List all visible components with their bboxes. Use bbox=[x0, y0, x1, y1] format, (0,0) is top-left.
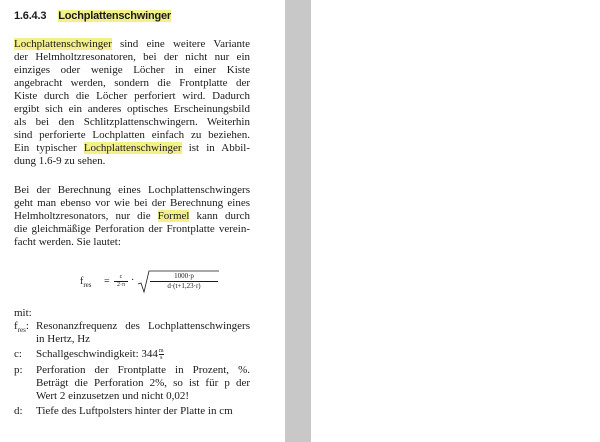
para2-line: facht werden. Sie lautet: bbox=[14, 236, 121, 248]
def-text: Schallgeschwindigkeit: 344 $\frac{m}{s}$ bbox=[36, 348, 164, 361]
def-text: in Hertz, Hz bbox=[36, 333, 91, 345]
para1-line: Ein typischer Lochplattenschwinger ist in Abbil- bbox=[14, 142, 250, 154]
para2-line: Bei der Berechnung eines Lochplattenschwingers bbox=[14, 184, 250, 196]
mit-label: mit: bbox=[14, 307, 32, 319]
para2-line: Helmholtzresonators, nur die Formel kann durch bbox=[14, 210, 250, 222]
formula-fraction-c: $\frac{c}{2\cdot\pi}$ bbox=[114, 274, 128, 289]
def-text: Perforation der Frontplatte in Prozent, %. bbox=[36, 364, 250, 376]
def-term-c: c: bbox=[14, 348, 22, 360]
blank-page bbox=[311, 0, 600, 442]
para1-line: Kiste durch die Löcher perforiert wird. Dadurch bbox=[14, 90, 250, 102]
para1-line: Lochplattenschwinger sind eine weitere Variante bbox=[14, 38, 250, 50]
highlight-term: Lochplattenschwinger bbox=[14, 38, 112, 50]
para1-line: sind perforierte Lochplatten einfach zu beziehen. bbox=[14, 129, 250, 141]
para1-line: einziges oder wenige Löcher in einer Kiste bbox=[14, 64, 250, 76]
def-term-p: p: bbox=[14, 364, 23, 376]
highlight-term: Lochplattenschwinger bbox=[83, 142, 182, 154]
para1-line: als bei den Schlitzplattenschwingern. Weiterhin bbox=[14, 116, 250, 128]
document-page bbox=[0, 0, 285, 442]
def-text: Resonanzfrequenz des Lochplattenschwingers bbox=[36, 320, 250, 332]
para1-line: angebracht werden, sondern die Frontplatte der bbox=[14, 77, 250, 89]
def-text: Tiefe des Luftpolsters hinter der Platte in cm bbox=[36, 405, 233, 417]
formula-lhs: $f_{res}$ bbox=[80, 276, 92, 289]
def-term-fres: $f_{res}$: bbox=[14, 320, 29, 335]
page-gutter bbox=[285, 0, 311, 442]
formula-equals: = bbox=[104, 276, 110, 287]
formula-fraction-root: $\frac{1000\cdot p}{d\cdot(t+1,23\cdot r)}$ bbox=[150, 272, 218, 291]
def-text: Beträgt die Perforation 2%, so ist für p der bbox=[36, 377, 250, 389]
para1-line: der Helmholtzresonatoren, bei der nicht nur ein bbox=[14, 51, 250, 63]
formula-dot: · bbox=[131, 275, 135, 286]
section-title: Lochplattenschwinger bbox=[58, 10, 171, 22]
para1-line: ergibt sich ein anderes optisches Erscheinungsbild bbox=[14, 103, 250, 115]
para2-line: die gleichmäßige Perforation der Frontplatte verein- bbox=[14, 223, 250, 235]
def-text: Wert 2 einzusetzen und nicht 0,02! bbox=[36, 390, 190, 402]
para2-line: geht man ebenso vor wie bei der Berechnung eines bbox=[14, 197, 250, 209]
highlight-term: Formel bbox=[157, 210, 190, 222]
section-number: 1.6.4.3 bbox=[14, 10, 47, 22]
def-term-d: d: bbox=[14, 405, 23, 417]
resonance-formula bbox=[80, 270, 220, 294]
section-heading bbox=[14, 10, 171, 22]
unit-fraction: $\frac{m}{s}$ bbox=[158, 348, 164, 361]
para1-line: dung 1.6-9 zu sehen. bbox=[14, 155, 106, 167]
